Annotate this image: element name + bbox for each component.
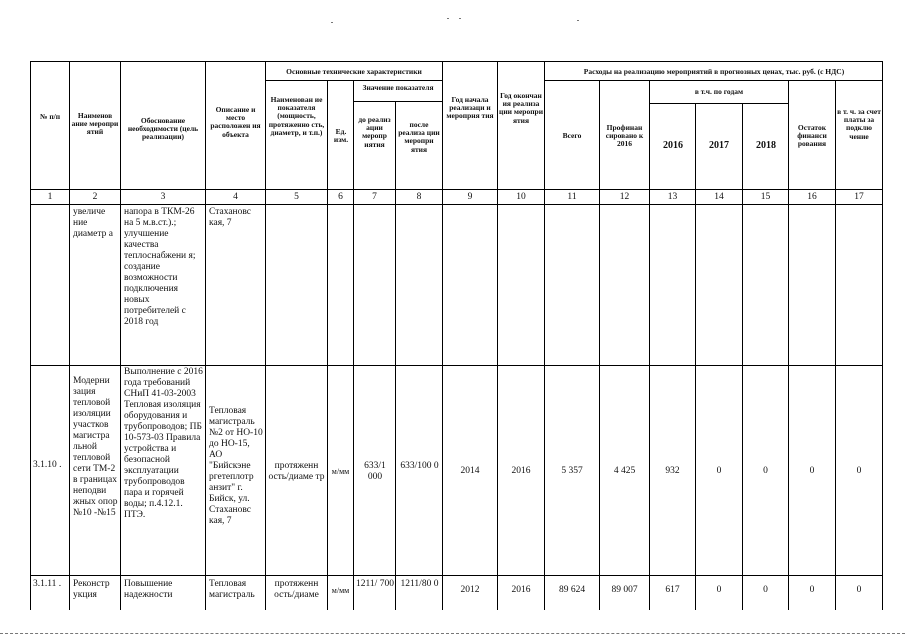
- header-col-2016: 2016: [663, 140, 683, 151]
- row-unit-cell: м/мм: [331, 467, 350, 476]
- row-justification-cell: Выполнение с 2016 года требований СНиП 41-03-2003 Тепловая изоляция оборудования и трубопроводов; ПБ 10-573-03 Правила устройства и безопасной эксплуатации трубопроводов пара и горячей воды; п.4.12.1. ПТЭ.: [124, 367, 203, 520]
- header-col-name: Наименов ание меропри ятий: [71, 112, 119, 137]
- header-group-value: Значение показателя: [362, 84, 434, 92]
- row-indicator-cell: протяженн ость/диаме тр: [268, 461, 325, 482]
- row-unit-cell: м/мм: [331, 586, 350, 595]
- column-number: 8: [416, 192, 422, 202]
- row-remaining-cell: 0: [809, 585, 815, 595]
- row-name-cell: Реконстр укция: [73, 579, 110, 600]
- row-start-year-cell: 2012: [460, 585, 480, 595]
- header-col-indicator: Наименован ие показателя (мощность, протяженно сть, диаметр, и т.п.): [268, 96, 325, 137]
- row-indicator-cell: протяженн ость/диаме: [274, 579, 319, 600]
- header-col-description: Описание и место расположен ия объекта: [210, 106, 261, 139]
- row-start-year-cell: 2014: [460, 466, 480, 476]
- column-number: 5: [294, 192, 299, 202]
- row-2017-cell: 0: [716, 585, 722, 595]
- row-end-year-cell: 2016: [511, 585, 531, 595]
- scan-speck: [459, 18, 461, 19]
- row-connection-fee-cell: 0: [856, 466, 862, 476]
- header-col-justification: Обоснование необходимости (цель реализации): [127, 117, 199, 142]
- header-col-end-year: Год окончан ия реализа ции меропри ятия: [499, 92, 543, 125]
- row-after-cell: 1211/80 0: [400, 579, 439, 589]
- column-number: 1: [47, 192, 53, 202]
- row-end-year-cell: 2016: [511, 466, 531, 476]
- row-justification-cell: напора в ТКМ-26 на 5 м.в.ст.).; улучшение качества теплоснабжени я; создание возможности подключения новых потребителей с 2018 год: [124, 207, 196, 327]
- header-group-years: в т.ч. по годам: [694, 88, 744, 96]
- column-number: 14: [714, 192, 724, 202]
- header-col-before: до реализ ации меропр иятия: [358, 116, 391, 149]
- column-number: 13: [667, 192, 678, 202]
- row-2016-cell: 932: [665, 466, 680, 476]
- column-number: 15: [760, 192, 771, 202]
- column-number: 4: [233, 192, 238, 202]
- header-col-financed: Профинан сировано к 2016: [605, 124, 644, 149]
- header-group-expenses: Расходы на реализацию мероприятий в прогнозных ценах, тыс. руб. (с НДС): [583, 68, 845, 76]
- row-financed-cell: 4 425: [613, 466, 636, 476]
- row-total-cell: 5 357: [561, 466, 583, 476]
- row-justification-cell: Повышение надежности: [124, 579, 173, 600]
- row-name-cell: увеличе ние диаметр а: [73, 207, 113, 239]
- row-number-cell: 3.1.10 .: [33, 460, 62, 470]
- column-number: 16: [807, 192, 817, 202]
- row-2018-cell: 0: [763, 466, 768, 476]
- row-description-cell: Тепловая магистраль: [209, 579, 255, 600]
- row-before-cell: 633/1 000: [364, 461, 386, 482]
- column-number: 11: [567, 192, 577, 202]
- column-number: 9: [467, 192, 473, 202]
- header-col-2017: 2017: [709, 140, 729, 151]
- row-remaining-cell: 0: [809, 466, 815, 476]
- header-col-2018: 2018: [756, 140, 776, 151]
- column-number: 10: [516, 192, 526, 202]
- row-description-cell: Стахановс кая, 7: [209, 207, 252, 228]
- scan-speck: [577, 20, 579, 21]
- column-number: 6: [338, 192, 343, 202]
- row-connection-fee-cell: 0: [856, 585, 862, 595]
- row-number-cell: 3.1.11 .: [33, 579, 62, 589]
- header-col-number: № п/п: [39, 113, 61, 121]
- scan-speck: [447, 18, 449, 19]
- header-col-start-year: Год начала реализаци и меропрня тия: [446, 96, 494, 121]
- header-col-connection-fee: в т. ч. за счет платы за подклю чение: [837, 108, 881, 141]
- row-2018-cell: 0: [763, 585, 768, 595]
- column-number: 17: [854, 192, 864, 202]
- column-number: 2: [92, 192, 98, 202]
- row-after-cell: 633/100 0: [400, 461, 439, 471]
- column-number: 3: [160, 192, 166, 202]
- header-col-total: Всего: [562, 132, 582, 140]
- row-2016-cell: 617: [665, 585, 680, 595]
- row-financed-cell: 89 007: [611, 585, 638, 595]
- row-name-cell: Модерни зация тепловой изоляции участков магистра льной тепловой сети ТМ-2 в границах неподви жных опор №10 -№15: [73, 376, 118, 518]
- header-group-tech: Основные технические характеристики: [286, 68, 422, 76]
- row-total-cell: 89 624: [558, 585, 586, 595]
- scan-speck: [331, 22, 333, 23]
- row-description-cell: Тепловая магистраль №2 от НО-10 до НО-15, АО "Бийскэне ргетеплотр анзит" г. Бийск, ул. Стахановс кая, 7: [209, 406, 263, 526]
- row-before-cell: 1211/ 700: [356, 579, 394, 589]
- header-col-unit: Ед. изм.: [333, 128, 349, 145]
- header-col-after: после реализа ции меропри ятия: [398, 121, 440, 154]
- column-number: 7: [372, 192, 377, 202]
- row-2017-cell: 0: [716, 466, 722, 476]
- header-col-remaining: Остаток финанси рования: [797, 124, 827, 149]
- column-number: 12: [619, 192, 630, 202]
